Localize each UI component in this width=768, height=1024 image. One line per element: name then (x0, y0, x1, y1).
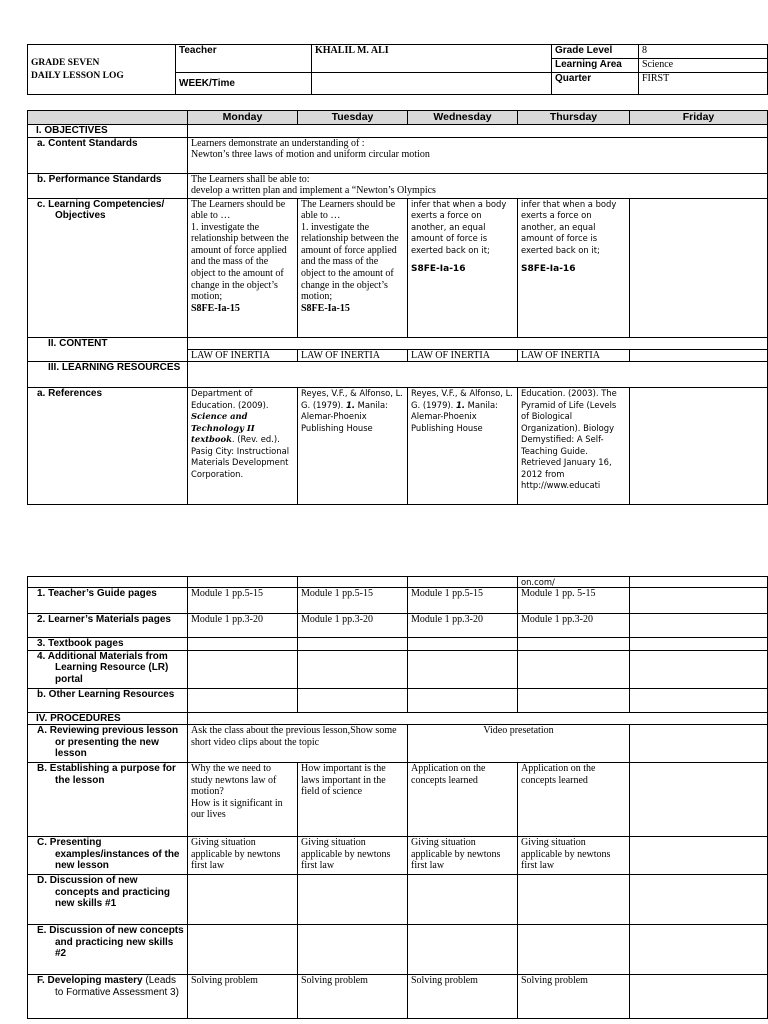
empty-cell (298, 875, 408, 925)
empty-cell (408, 688, 518, 712)
empty-cell (408, 925, 518, 975)
learners-materials-monday: Module 1 pp.3-20 (188, 614, 298, 638)
learning-resources-heading: III. LEARNING RESOURCES (28, 362, 188, 388)
lesson-table-part2 (27, 576, 768, 1019)
mastery-label: F. Developing mastery (Leads to Formative Assessment 3) (28, 975, 188, 1019)
empty-cell (630, 614, 768, 638)
empty-cell (518, 650, 630, 688)
discussion1-label: D. Discussion of new concepts and practicing new skills #1 (28, 875, 188, 925)
quarter-value: FIRST (639, 73, 768, 95)
teachers-guide-monday: Module 1 pp.5-15 (188, 588, 298, 614)
empty-cell (188, 577, 298, 588)
empty-cell (630, 650, 768, 688)
mastery-wednesday: Solving problem (408, 975, 518, 1019)
learning-area-value: Science (639, 59, 768, 73)
empty-cell (518, 688, 630, 712)
week-label: WEEK/Time (176, 73, 312, 95)
learning-area-label: Learning Area (552, 59, 639, 73)
grade-level-label: Grade Level (552, 45, 639, 59)
performance-standards-value: The Learners shall be able to: develop a written plan and implement a “Newton’s Olympics (188, 173, 768, 198)
teachers-guide-tuesday: Module 1 pp.5-15 (298, 588, 408, 614)
empty-cell (630, 925, 768, 975)
lesson-table-part1 (27, 110, 768, 505)
references-thursday: Education. (2003). The Pyramid of Life (Levels of Biological Organization). Biology Demystified: A Self-Teaching Guide. Retrieved January 16, 2012 from http://www.educati (518, 388, 630, 505)
empty-cell (630, 588, 768, 614)
empty-cell (408, 638, 518, 651)
learners-materials-thursday: Module 1 pp.3-20 (518, 614, 630, 638)
log-title: GRADE SEVEN DAILY LESSON LOG (28, 45, 176, 95)
day-friday: Friday (630, 111, 768, 125)
establishing-thursday: Application on the concepts learned (518, 763, 630, 837)
empty-cell (188, 688, 298, 712)
references-wednesday: Reyes, V.F., & Alfonso, L. G. (1979). 1. Manila: Alemar-Phoenix Publishing House (408, 388, 518, 505)
teacher-label: Teacher (176, 45, 312, 73)
empty-cell (518, 925, 630, 975)
empty-cell (188, 925, 298, 975)
competency-monday: The Learners should be able to … 1. investigate the relationship between the amount of force applied and the mass of the object to the amount of change in the object’s motion; S8FE-Ia-15 (188, 198, 298, 337)
presenting-label: C. Presenting examples/instances of the new lesson (28, 837, 188, 875)
competency-thursday: infer that when a body exerts a force on another, an equal amount of force is exerted back on it; S8FE-Ia-16 (518, 198, 630, 337)
empty-cell (630, 638, 768, 651)
empty-cell (518, 638, 630, 651)
teachers-guide-thursday: Module 1 pp. 5-15 (518, 588, 630, 614)
day-monday: Monday (188, 111, 298, 125)
learners-materials-tuesday: Module 1 pp.3-20 (298, 614, 408, 638)
references-continuation: on.com/ (518, 577, 630, 588)
empty-cell (408, 650, 518, 688)
establishing-label: B. Establishing a purpose for the lesson (28, 763, 188, 837)
day-thursday: Thursday (518, 111, 630, 125)
empty-cell (630, 975, 768, 1019)
establishing-tuesday: How important is the laws important in the field of science (298, 763, 408, 837)
content-tuesday: LAW OF INERTIA (298, 349, 408, 362)
competencies-label: c. Learning Competencies/ Objectives (28, 198, 188, 337)
mastery-monday: Solving problem (188, 975, 298, 1019)
empty-cell (408, 875, 518, 925)
corner-cell (28, 111, 188, 125)
empty-cell (408, 577, 518, 588)
content-thursday: LAW OF INERTIA (518, 349, 630, 362)
presenting-tuesday: Giving situation applicable by newtons first law (298, 837, 408, 875)
performance-standards-label: b. Performance Standards (28, 173, 188, 198)
presenting-thursday: Giving situation applicable by newtons first law (518, 837, 630, 875)
empty-cell (298, 638, 408, 651)
content-monday: LAW OF INERTIA (188, 349, 298, 362)
empty-cell (630, 577, 768, 588)
establishing-wednesday: Application on the concepts learned (408, 763, 518, 837)
empty-cell (630, 837, 768, 875)
reviewing-monday-tuesday: Ask the class about the previous lesson,Show some short video clips about the topic (188, 725, 408, 763)
presenting-monday: Giving situation applicable by newtons first law (188, 837, 298, 875)
empty-cell (188, 650, 298, 688)
mastery-thursday: Solving problem (518, 975, 630, 1019)
day-wednesday: Wednesday (408, 111, 518, 125)
empty-cell (188, 638, 298, 651)
empty-cell (298, 650, 408, 688)
objectives-heading: I. OBJECTIVES (28, 125, 188, 138)
empty-cell (298, 688, 408, 712)
empty-cell (630, 725, 768, 763)
references-tuesday: Reyes, V.F., & Alfonso, L. G. (1979). 1. Manila: Alemar-Phoenix Publishing House (298, 388, 408, 505)
empty-cell (630, 763, 768, 837)
competency-tuesday: The Learners should be able to … 1. investigate the relationship between the amount of force applied and the mass of the object to the amount of change in the object’s motion; S8FE-Ia-15 (298, 198, 408, 337)
procedures-heading: IV. PROCEDURES (28, 712, 188, 725)
references-monday: Department of Education. (2009). Science and Technology II textbook. (Rev. ed.). Pasig City: Instructional Materials Development Corporation. (188, 388, 298, 505)
empty-cell (630, 198, 768, 337)
day-tuesday: Tuesday (298, 111, 408, 125)
week-value (312, 73, 552, 95)
teacher-value: KHALIL M. ALI (312, 45, 552, 73)
reviewing-wednesday-thursday: Video presetation (408, 725, 630, 763)
learners-materials-wednesday: Module 1 pp.3-20 (408, 614, 518, 638)
empty-cell (188, 362, 768, 388)
grade-level-value: 8 (639, 45, 768, 59)
learners-materials-label: 2. Learner’s Materials pages (28, 614, 188, 638)
establishing-monday: Why the we need to study newtons law of motion? How is it significant in our lives (188, 763, 298, 837)
mastery-tuesday: Solving problem (298, 975, 408, 1019)
additional-materials-label: 4. Additional Materials from Learning Resource (LR) portal (28, 650, 188, 688)
empty-cell (188, 125, 768, 138)
content-wednesday: LAW OF INERTIA (408, 349, 518, 362)
header-table (27, 44, 768, 95)
empty-cell (630, 875, 768, 925)
empty-cell (630, 388, 768, 505)
reviewing-label: A. Reviewing previous lesson or presenting the new lesson (28, 725, 188, 763)
quarter-label: Quarter (552, 73, 639, 95)
empty-cell (630, 688, 768, 712)
content-heading: II. CONTENT (28, 337, 188, 362)
empty-cell (188, 337, 768, 349)
competency-wednesday: infer that when a body exerts a force on another, an equal amount of force is exerted back on it; S8FE-Ia-16 (408, 198, 518, 337)
teachers-guide-wednesday: Module 1 pp.5-15 (408, 588, 518, 614)
content-standards-label: a. Content Standards (28, 137, 188, 173)
other-resources-label: b. Other Learning Resources (28, 688, 188, 712)
references-label: a. References (28, 388, 188, 505)
empty-cell (188, 875, 298, 925)
empty-cell (298, 577, 408, 588)
teachers-guide-label: 1. Teacher’s Guide pages (28, 588, 188, 614)
empty-cell (28, 577, 188, 588)
empty-cell (518, 875, 630, 925)
empty-cell (630, 349, 768, 362)
discussion2-label: E. Discussion of new concepts and practicing new skills #2 (28, 925, 188, 975)
content-standards-value: Learners demonstrate an understanding of : Newton’s three laws of motion and uniform circular motion (188, 137, 768, 173)
empty-cell (298, 925, 408, 975)
empty-cell (188, 712, 768, 725)
presenting-wednesday: Giving situation applicable by newtons first law (408, 837, 518, 875)
textbook-pages-label: 3. Textbook pages (28, 638, 188, 651)
